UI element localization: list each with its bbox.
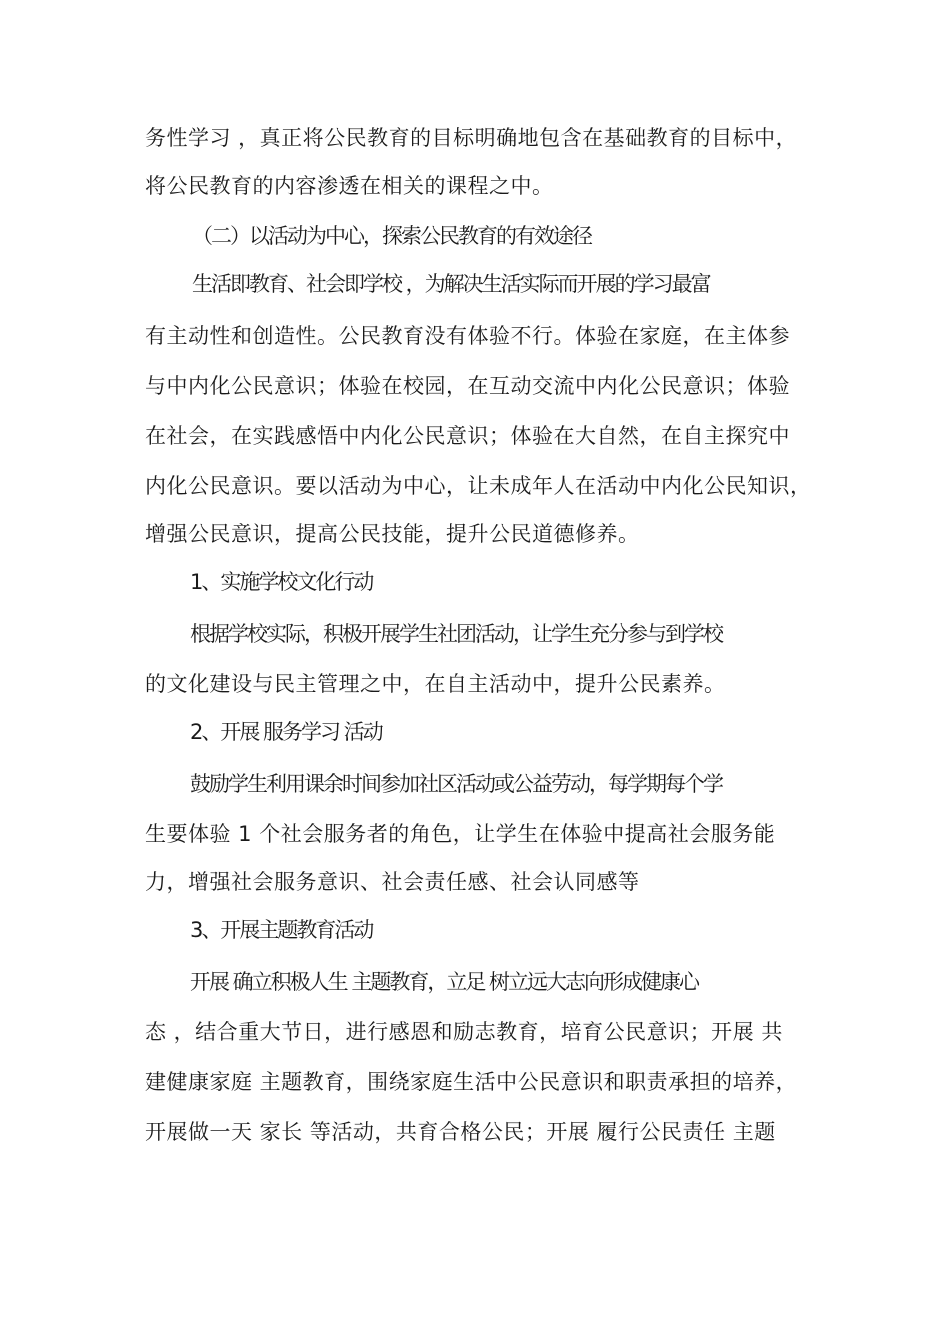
paragraph-line: 力，增强社会服务意识、社会责任感、社会认同感等	[145, 870, 640, 894]
paragraph-line: 鼓励学生利用课余时间参加社区活动或公益劳动，每学期每个学	[190, 772, 722, 796]
paragraph-line: 与中内化公民意识；体验在校园，在互动交流中内化公民意识；体验	[145, 374, 790, 398]
paragraph-line: 生活即教育、社会即学校 ，为解决生活实际而开展的学习最富	[192, 272, 710, 296]
paragraph-line: 生要体验 1 个社会服务者的角色，让学生在体验中提高社会服务能	[145, 822, 776, 846]
paragraph-line: 开展做一天 家长 等活动，共育合格公民；开展 履行公民责任 主题	[145, 1120, 776, 1144]
subsection-heading: 1、实施学校文化行动	[190, 570, 373, 594]
paragraph-line: 内化公民意识。要以活动为中心，让未成年人在活动中内化公民知识，	[145, 474, 812, 498]
paragraph-line: 在社会，在实践感悟中内化公民意识；体验在大自然，在自主探究中	[145, 424, 790, 448]
subsection-heading: 3、开展主题教育活动	[190, 918, 373, 942]
section-heading: （二）以活动为中心，探索公民教育的有效途径	[192, 224, 591, 248]
subsection-heading: 2、开展 服务学习 活动	[190, 720, 382, 744]
paragraph-line: 有主动性和创造性。公民教育没有体验不行。体验在家庭，在主体参	[145, 324, 790, 348]
paragraph-line: 开展 确立积极人生 主题教育，立足 树立远大志向形成健康心	[190, 970, 699, 994]
paragraph-line: 建健康家庭 主题教育，围绕家庭生活中公民意识和职责承担的培养，	[145, 1070, 798, 1094]
paragraph-line: 将公民教育的内容渗透在相关的课程之中。	[145, 174, 554, 198]
paragraph-line: 根据学校实际，积极开展学生社团活动，让学生充分参与到学校	[190, 622, 722, 646]
paragraph-line: 增强公民意识，提高公民技能，提升公民道德修养。	[145, 522, 640, 546]
paragraph-line: 态 ，结合重大节日，进行感恩和励志教育，培育公民意识；开展 共	[145, 1020, 783, 1044]
paragraph-line: 的文化建设与民主管理之中，在自主活动中，提升公民素养。	[145, 672, 726, 696]
paragraph-line: 务性学习 ，真正将公民教育的目标明确地包含在基础教育的目标中，	[145, 126, 798, 150]
